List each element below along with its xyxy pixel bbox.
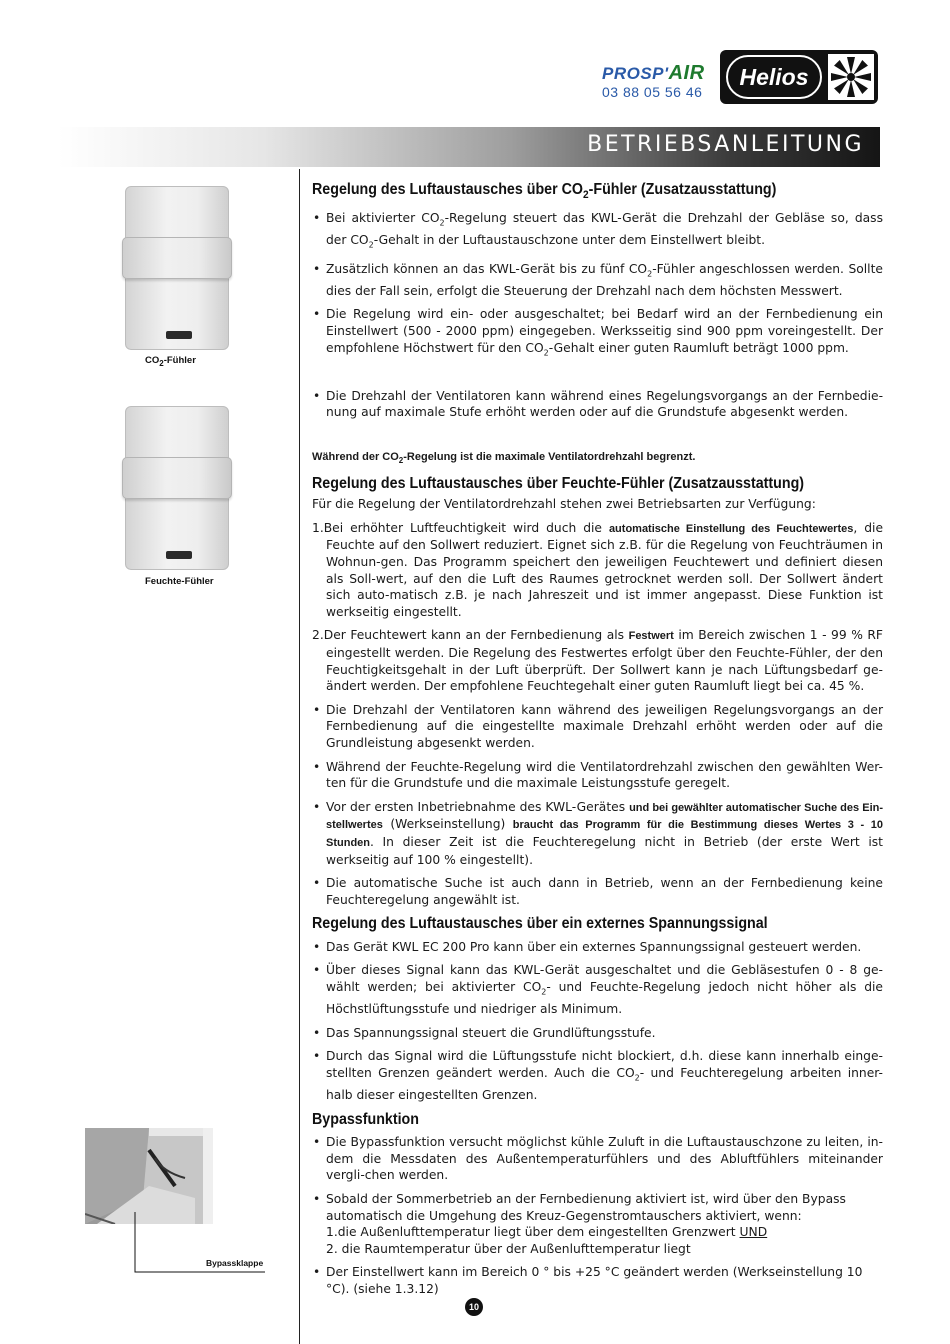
- bypass-callout-line: [130, 1210, 270, 1280]
- list-item: • Der Einstellwert kann im Bereich 0 ° bis +25 °C geändert werden (Werkseinstellung 10 °C). (siehe 1.3.12): [312, 1264, 883, 1297]
- humidity-list: [312, 520, 883, 908]
- section-heading-bypass: Bypassfunktion: [312, 1110, 419, 1128]
- list-item: • Die Bypassfunktion versucht möglichst kühle Zuluft in die Luftaustauschzone zu leiten, in-dem die Messdaten des Außentemperaturfühlers und des Abluftfühlers miteinander vergli-chen werden.: [312, 1134, 883, 1184]
- list-item: • Sobald der Sommerbetrieb an der Fernbedienung aktiviert ist, wird über den Bypass automatisch die Umgehung des Kreuz-Gegenstromtauschers aktiviert, wenn: 1.die Außenlufttemperatur liegt über dem eingestellten Grenzwert UND 2. die Raumtemperatur über der Außenlufttemperatur liegt: [312, 1191, 883, 1257]
- list-item: • Die Drehzahl der Ventilatoren kann während des jeweiligen Regelungsvorgangs an der Fernbedienung auf die eingestellte maximale Drehzahl erhöht werden oder auf die Grundleistung abgesenkt werden.: [312, 702, 883, 752]
- title-banner: [58, 127, 880, 167]
- section-heading-humidity: Regelung des Luftaustausches über Feuchte-Fühler (Zusatzausstattung): [312, 474, 805, 492]
- humidity-sensor-caption: Feuchte-Fühler: [145, 576, 214, 587]
- helios-logo: [720, 50, 878, 104]
- co2-note: Während der $CO_2$-Regelung ist die maximale Ventilatordrehzahl begrenzt.: [312, 450, 696, 466]
- bypass-list: [312, 1134, 883, 1297]
- list-item: • Vor der ersten Inbetriebnahme des KWL-Gerätes und bei gewählter automatischer Suche des Ein-stellwertes (Werkseinstellung) braucht das Programm für die Bestimmung dieses Wertes 3 - 10 Stunden. In dieser Zeit ist die Feuchteregelung nicht in Betrieb (der erste Wert ist werkseitig auf 100 % eingestellt).: [312, 799, 883, 868]
- co2-sensor-caption: $CO_2$-Fühler: [145, 355, 196, 368]
- column-divider: [299, 169, 300, 1344]
- prospair-logo: PROSP'AIR: [602, 62, 705, 84]
- main-content: [312, 182, 883, 1304]
- list-item: • Bei aktivierter $CO_2$-Regelung steuert das KWL-Gerät die Drehzahl der Gebläse so, dass der $CO_2$-Gehalt in der Luftaustauschzone unter dem Einstellwert bleibt.: [312, 210, 883, 254]
- phone-number: 03 88 05 56 46: [602, 84, 703, 100]
- co2-bullet-list: [312, 210, 883, 421]
- humidity-sensor-image: [125, 406, 229, 570]
- list-item: • Die Drehzahl der Ventilatoren kann während eines Regelungsvorgangs an der Fernbedie-nung auf maximale Stufe erhöht werden oder auf die Grundstufe abgesenkt werden.: [312, 388, 883, 421]
- fan-icon: [828, 54, 874, 100]
- section-heading-voltage: Regelung des Luftaustausches über ein externes Spannungssignal: [312, 915, 768, 933]
- banner-title: BETRIEBSANLEITUNG: [587, 132, 864, 157]
- section-heading-co2: Regelung des Luftaustausches über $CO_2$-Fühler (Zusatzausstattung): [312, 181, 777, 202]
- list-item: • Während der Feuchte-Regelung wird die Ventilatordrehzahl zwischen den gewählten Wer-ten für die Grundstufe und die maximale Leistungsstufe geregelt.: [312, 759, 883, 792]
- list-item: • Über dieses Signal kann das KWL-Gerät ausgeschaltet und die Gebläsestufen 0 - 8 ge-wählt werden; bei aktivierter $CO_2-$ und Feuchte-Regelung jedoch nicht höher als die Höchstlüftungsstufe und niedriger als Minimum.: [312, 962, 883, 1017]
- bypass-caption: Bypassklappe: [206, 1258, 264, 1268]
- list-item: • Durch das Signal wird die Lüftungsstufe nicht blockiert, d.h. diese kann innerhalb einge-stellten Grenzen geändert werden. Auch die $CO_2-$ und Feuchteregelung arbeiten inner-halb dieser eingestellten Grenzen.: [312, 1048, 883, 1103]
- voltage-list: [312, 939, 883, 1104]
- list-item: • Das Spannungssignal steuert die Grundlüftungsstufe.: [312, 1025, 883, 1042]
- co2-sensor-image: [125, 186, 229, 350]
- list-item: 1.Bei erhöhter Luftfeuchtigkeit wird duch die automatische Einstellung des Feuchtewertes, die Feuchte auf den Sollwert reduziert. Eignet sich z.B. für die Regelung von Feuchträumen in Wohnun-gen. Das Programm speichert den jeweiligen Feuchtewert und definiert diesen als Soll-wert, auf den die Luft des Raumes getrocknet werden soll. Der Sollwert ändert sich auto-matisch z.B. je nach Jahreszeit und ist immer angepasst. Diese Funktion ist werkseitig eingestellt.: [312, 520, 884, 619]
- helios-logo-text: Helios: [726, 55, 822, 99]
- page-number: 10: [465, 1298, 483, 1316]
- list-item: • Zusätzlich können an das KWL-Gerät bis zu fünf $CO_2$-Fühler angeschlossen werden. Sollte dies der Fall sein, erfolgt die Steuerung der Drehzahl nach dem höchsten Messwert.: [312, 261, 883, 300]
- list-item: 2.Der Feuchtewert kann an der Fernbedienung als Festwert im Bereich zwischen 1 - 99 % RF eingestellt werden. Die Regelung des Festwertes erfolgt über den Feuchte-Fühler, der den Feuchtigkeitsgehalt in der Luft überprüft. Der Sollwert kann je nach Lüftungsbedarf ge-ändert werden. Der empfohlene Feuchtegehalt einer guten Raumluft liegt bei ca. 45 %.: [312, 628, 883, 694]
- list-item: • Die Regelung wird ein- oder ausgeschaltet; bei Bedarf wird an der Fernbedienung ein Einstellwert (500 - 2000 ppm) eingegeben. Werksseitig sind 900 ppm voreingestellt. Der empfohlene Höchstwert für den $CO_2$-Gehalt einer guten Raumluft beträgt 1000 ppm.: [312, 306, 883, 361]
- humidity-intro: Für die Regelung der Ventilatordrehzahl stehen zwei Betriebsarten zur Verfügung:: [312, 497, 816, 512]
- list-item: • Das Gerät KWL EC 200 Pro kann über ein externes Spannungssignal gesteuert werden.: [312, 939, 883, 956]
- list-item: • Die automatische Suche ist auch dann in Betrieb, wenn an der Fernbedienung keine Feuchteregelung angewählt ist.: [312, 875, 883, 908]
